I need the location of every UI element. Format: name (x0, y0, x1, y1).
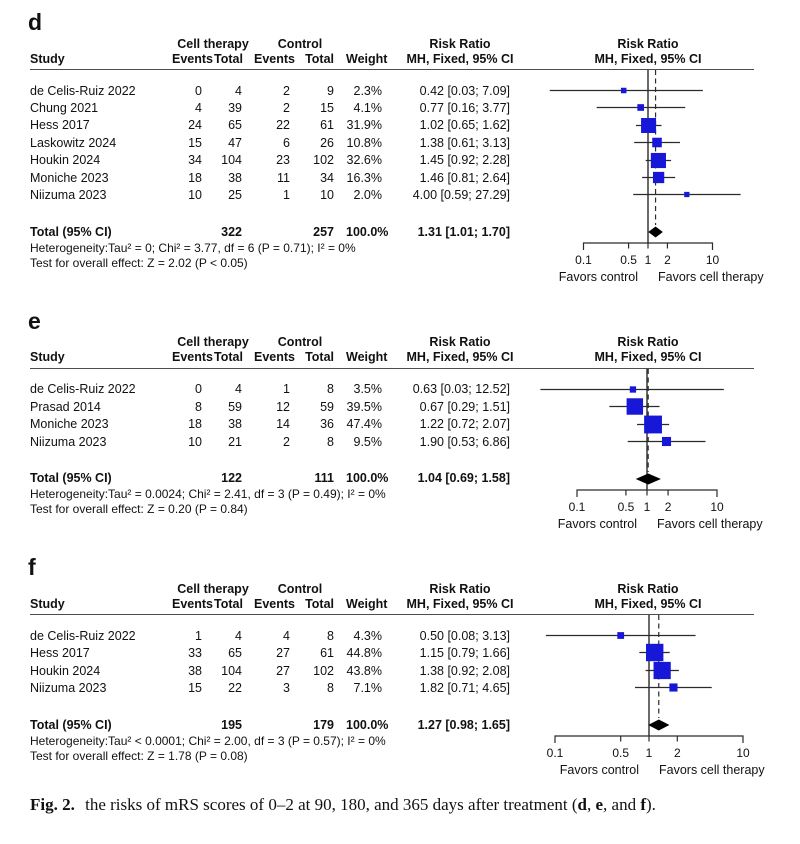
total-cell: 4 (235, 628, 242, 643)
weight-cell: 3.5% (353, 382, 382, 397)
weight-cell: 43.8% (346, 663, 382, 678)
total-cell: 104 (221, 663, 242, 678)
events-cell: 10 (188, 434, 202, 449)
col-total: Total (305, 596, 334, 611)
weight-cell: 10.8% (346, 135, 382, 150)
study-row (0, 186, 800, 203)
total-cell: 26 (320, 135, 334, 150)
col-events: Events (172, 596, 213, 611)
study-row (0, 398, 800, 415)
total-cell: 8 (327, 434, 334, 449)
study-row (0, 627, 800, 644)
study-row (0, 152, 800, 169)
events-cell: 0 (195, 382, 202, 397)
heterogeneity-note: Heterogeneity:Tau² = 0.0024; Chi² = 2.41, df = 3 (P = 0.49); I² = 0% (30, 487, 386, 502)
weight-cell: 7.1% (353, 681, 382, 696)
events-cell: 10 (188, 188, 202, 203)
caption-panel-ref: f (640, 794, 647, 814)
events-cell: 3 (283, 681, 290, 696)
total-cell: 10 (320, 188, 334, 203)
events-cell: 18 (188, 170, 202, 185)
total-row (0, 469, 800, 487)
rr-ci-cell: 1.38 [0.61; 3.13] (419, 135, 510, 150)
weight-cell: 44.8% (346, 646, 382, 661)
overall-effect-note: Test for overall effect: Z = 2.02 (P < 0.05) (30, 255, 248, 270)
study-name: de Celis-Ruiz 2022 (30, 628, 136, 643)
col-study: Study (30, 51, 65, 66)
total-cell: 25 (228, 188, 242, 203)
total-cell: 59 (228, 399, 242, 414)
total-cell: 61 (320, 646, 334, 661)
weight-cell: 32.6% (346, 153, 382, 168)
study-row (0, 381, 800, 398)
study-name: Moniche 2023 (30, 417, 109, 432)
weight-cell: 39.5% (346, 399, 382, 414)
total-label: Total (95% CI) (30, 471, 112, 486)
events-cell: 15 (188, 135, 202, 150)
total-cell: 104 (221, 153, 242, 168)
study-name: Laskowitz 2024 (30, 135, 117, 150)
col-rr-ci: MH, Fixed, 95% CI (406, 350, 514, 365)
study-row (0, 134, 800, 151)
caption-panel-ref: d (577, 794, 587, 814)
table-header-groups (0, 36, 800, 51)
study-name: Houkin 2024 (30, 153, 101, 168)
events-cell: 4 (195, 101, 202, 116)
total-cell: 38 (228, 417, 242, 432)
favors-left-label: Favors control (557, 516, 637, 531)
rr-ci-cell: 4.00 [0.59; 27.29] (412, 188, 510, 203)
study-name: Niizuma 2023 (30, 188, 107, 203)
weight-cell: 4.1% (353, 101, 382, 116)
rr-ci-cell: 1.22 [0.72; 2.07] (419, 417, 510, 432)
total-cell: 36 (320, 417, 334, 432)
rr-ci-cell: 1.46 [0.81; 2.64] (419, 170, 510, 185)
table-header-columns (0, 350, 800, 365)
tick-label: 1 (645, 746, 653, 761)
total-cell: 8 (327, 382, 334, 397)
events-cell: 34 (188, 153, 202, 168)
total-cell: 39 (228, 101, 242, 116)
favors-right-label: Favors cell therapy (659, 763, 765, 778)
study-row (0, 679, 800, 696)
col-total: Total (305, 51, 334, 66)
study-row (0, 433, 800, 450)
col-events: Events (254, 350, 295, 365)
events-cell: 1 (283, 382, 290, 397)
study-name: Moniche 2023 (30, 170, 109, 185)
total-cell: 111 (314, 471, 334, 486)
weight-cell: 4.3% (353, 628, 382, 643)
forest-panel-e (0, 309, 800, 536)
tick-label: 10 (736, 746, 750, 761)
rr-ci-cell: 1.90 [0.53; 6.86] (419, 434, 510, 449)
total-cell: 34 (320, 170, 334, 185)
rr-ci-cell: 1.02 [0.65; 1.62] (419, 118, 510, 133)
study-name: de Celis-Ruiz 2022 (30, 382, 136, 397)
col-total: Total (214, 51, 243, 66)
study-name: Hess 2017 (30, 646, 90, 661)
tick-label: 1 (644, 253, 652, 267)
tick-label: 2 (673, 746, 681, 761)
col-events: Events (172, 350, 213, 365)
study-name: de Celis-Ruiz 2022 (30, 83, 136, 98)
events-cell: 4 (283, 628, 290, 643)
events-cell: 1 (283, 188, 290, 203)
col-total: Total (214, 596, 243, 611)
study-row (0, 169, 800, 186)
rr-ci-cell: 0.77 [0.16; 3.77] (419, 101, 510, 116)
weight-cell: 100.0% (346, 717, 389, 732)
total-cell: 122 (221, 471, 242, 486)
study-row (0, 99, 800, 116)
col-total: Total (305, 350, 334, 365)
header-rule (30, 368, 754, 369)
tick-label: 2 (664, 499, 672, 514)
events-cell: 27 (276, 646, 290, 661)
plot-subtitle: MH, Fixed, 95% CI (594, 596, 702, 611)
total-cell: 9 (327, 83, 334, 98)
events-cell: 8 (195, 399, 202, 414)
events-cell: 2 (283, 83, 290, 98)
tick-label: 10 (710, 499, 724, 514)
col-weight: Weight (346, 350, 388, 365)
events-cell: 22 (276, 118, 290, 133)
events-cell: 23 (276, 153, 290, 168)
heterogeneity-note: Heterogeneity:Tau² = 0; Chi² = 3.77, df = 6 (P = 0.71); I² = 0% (30, 240, 356, 255)
rr-ci-cell: 0.42 [0.03; 7.09] (419, 83, 510, 98)
total-cell: 102 (313, 153, 334, 168)
total-cell: 8 (327, 628, 334, 643)
tick-label: 0.5 (617, 499, 635, 514)
col-group-cell-therapy: Cell therapy (177, 36, 249, 51)
study-row (0, 416, 800, 433)
events-cell: 2 (283, 101, 290, 116)
header-rule (30, 69, 754, 70)
events-cell: 6 (283, 135, 290, 150)
total-label: Total (95% CI) (30, 717, 112, 732)
col-weight: Weight (346, 596, 388, 611)
forest-panel-f (0, 555, 800, 782)
rr-ci-cell: 1.27 [0.98; 1.65] (417, 717, 510, 732)
caption-text: the risks of mRS scores of 0–2 at 90, 180, and 365 days after treatment ( (80, 794, 578, 814)
plot-title: Risk Ratio (617, 36, 679, 51)
total-cell: 102 (313, 663, 334, 678)
events-cell: 38 (188, 663, 202, 678)
col-group-risk-ratio: Risk Ratio (429, 36, 491, 51)
events-cell: 1 (195, 628, 202, 643)
tick-label: 0.1 (546, 746, 564, 761)
tick-label: 2 (664, 253, 671, 267)
events-cell: 27 (276, 663, 290, 678)
study-name: Niizuma 2023 (30, 434, 107, 449)
total-cell: 65 (228, 118, 242, 133)
rr-ci-cell: 1.45 [0.92; 2.28] (419, 153, 510, 168)
events-cell: 2 (283, 434, 290, 449)
total-cell: 4 (235, 382, 242, 397)
total-cell: 257 (313, 224, 334, 239)
panel-label: d (28, 9, 43, 35)
total-cell: 15 (320, 101, 334, 116)
rr-ci-cell: 1.31 [1.01; 1.70] (417, 224, 510, 239)
events-cell: 12 (276, 399, 290, 414)
table-header-groups (0, 581, 800, 596)
weight-cell: 2.0% (353, 188, 382, 203)
caption-panel-ref: e (595, 794, 604, 814)
study-name: Niizuma 2023 (30, 681, 107, 696)
study-row (0, 117, 800, 134)
rr-ci-cell: 1.04 [0.69; 1.58] (417, 471, 510, 486)
tick-label: 0.1 (568, 499, 586, 514)
col-group-risk-ratio: Risk Ratio (429, 335, 491, 350)
col-events: Events (172, 51, 213, 66)
total-cell: 4 (235, 83, 242, 98)
col-events: Events (254, 596, 295, 611)
weight-cell: 2.3% (353, 83, 382, 98)
tick-label: 0.5 (620, 253, 637, 267)
col-weight: Weight (346, 51, 388, 66)
heterogeneity-note: Heterogeneity:Tau² < 0.0001; Chi² = 2.00, df = 3 (P = 0.57); I² = 0% (30, 733, 386, 748)
tick-label: 0.5 (612, 746, 630, 761)
table-header-columns (0, 596, 800, 611)
study-row (0, 82, 800, 99)
col-group-risk-ratio: Risk Ratio (429, 581, 491, 596)
panel-label: e (28, 307, 41, 334)
favors-right-label: Favors cell therapy (657, 516, 763, 531)
plot-title: Risk Ratio (617, 335, 679, 350)
events-cell: 0 (195, 83, 202, 98)
col-group-control: Control (277, 335, 323, 350)
panel-label: f (28, 554, 36, 581)
events-cell: 15 (188, 681, 202, 696)
events-cell: 11 (277, 170, 290, 185)
total-cell: 47 (228, 135, 242, 150)
total-cell: 322 (221, 224, 242, 239)
total-cell: 179 (313, 717, 334, 732)
total-cell: 195 (221, 717, 242, 732)
weight-cell: 47.4% (346, 417, 382, 432)
weight-cell: 100.0% (346, 471, 389, 486)
favors-right-label: Favors cell therapy (658, 270, 764, 284)
caption-figure-number: Fig. 2. (30, 794, 75, 814)
figure-caption: Fig. 2. the risks of mRS scores of 0–2 at 90, 180, and 365 days after treatment (d, e, and f). (30, 794, 656, 814)
weight-cell: 16.3% (346, 170, 382, 185)
col-study: Study (30, 350, 65, 365)
study-name: Hess 2017 (30, 118, 90, 133)
rr-ci-cell: 1.38 [0.92; 2.08] (419, 663, 510, 678)
col-rr-ci: MH, Fixed, 95% CI (406, 596, 514, 611)
study-row (0, 662, 800, 679)
favors-left-label: Favors control (559, 763, 639, 778)
col-group-control: Control (277, 36, 323, 51)
rr-ci-cell: 0.63 [0.03; 12.52] (412, 382, 510, 397)
overall-effect-note: Test for overall effect: Z = 1.78 (P = 0.08) (30, 748, 248, 763)
total-cell: 38 (228, 170, 242, 185)
total-cell: 65 (228, 646, 242, 661)
study-name: Chung 2021 (30, 101, 99, 116)
rr-ci-cell: 1.15 [0.79; 1.66] (419, 646, 510, 661)
col-events: Events (254, 51, 295, 66)
events-cell: 14 (276, 417, 290, 432)
study-name: Prasad 2014 (30, 399, 101, 414)
events-cell: 18 (188, 417, 202, 432)
col-group-cell-therapy: Cell therapy (177, 581, 249, 596)
total-cell: 61 (320, 118, 334, 133)
total-cell: 8 (327, 681, 334, 696)
col-total: Total (214, 350, 243, 365)
col-study: Study (30, 596, 65, 611)
total-cell: 22 (228, 681, 242, 696)
study-name: Houkin 2024 (30, 663, 101, 678)
total-row (0, 716, 800, 734)
favors-left-label: Favors control (558, 270, 638, 284)
rr-ci-cell: 0.67 [0.29; 1.51] (419, 399, 510, 414)
forest-panel-d (0, 10, 800, 289)
events-cell: 24 (188, 118, 202, 133)
events-cell: 33 (188, 646, 202, 661)
plot-title: Risk Ratio (617, 581, 679, 596)
study-row (0, 645, 800, 662)
plot-subtitle: MH, Fixed, 95% CI (594, 350, 702, 365)
tick-label: 1 (643, 499, 651, 514)
weight-cell: 9.5% (353, 434, 382, 449)
plot-subtitle: MH, Fixed, 95% CI (594, 51, 702, 66)
col-group-control: Control (277, 581, 323, 596)
rr-ci-cell: 0.50 [0.08; 3.13] (419, 628, 510, 643)
total-cell: 21 (228, 434, 242, 449)
tick-label: 0.1 (575, 253, 592, 267)
weight-cell: 100.0% (346, 224, 389, 239)
overall-effect-note: Test for overall effect: Z = 0.20 (P = 0.84) (30, 502, 248, 517)
rr-ci-cell: 1.82 [0.71; 4.65] (419, 681, 510, 696)
weight-cell: 31.9% (346, 118, 382, 133)
total-label: Total (95% CI) (30, 224, 112, 239)
col-rr-ci: MH, Fixed, 95% CI (406, 51, 514, 66)
total-row (0, 223, 800, 241)
total-cell: 59 (320, 399, 334, 414)
col-group-cell-therapy: Cell therapy (177, 335, 249, 350)
tick-label: 10 (705, 253, 720, 267)
table-header-columns (0, 51, 800, 66)
header-rule (30, 614, 754, 615)
table-header-groups (0, 335, 800, 350)
